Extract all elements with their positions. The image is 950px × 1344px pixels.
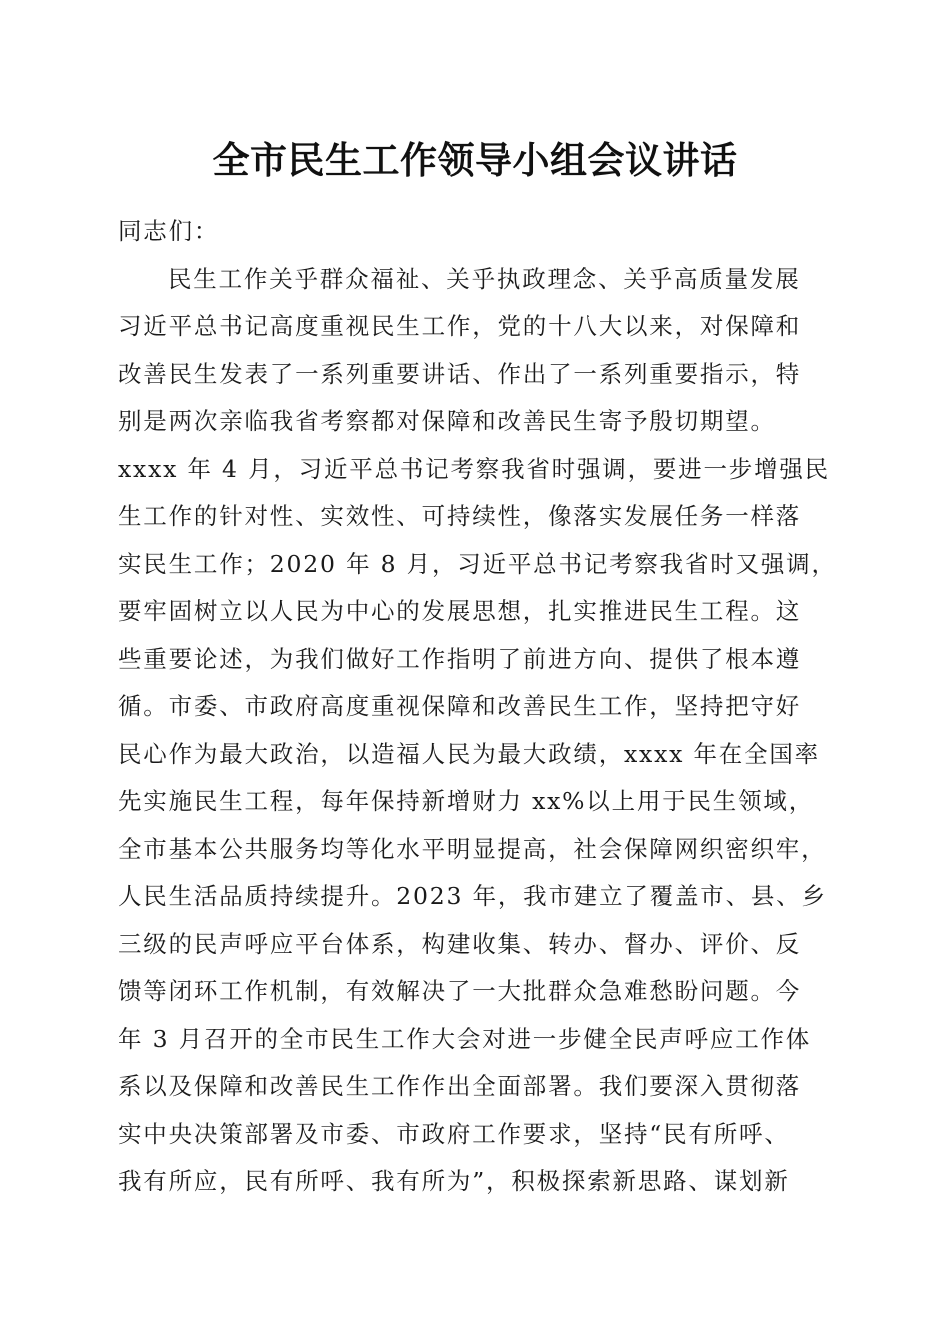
paragraph-line: 馈等闭环工作机制，有效解决了一大批群众急难愁盼问题。今 — [118, 977, 802, 1005]
paragraph-line: 人民生活品质持续提升。2023 年，我市建立了覆盖市、县、乡 — [118, 882, 827, 910]
paragraph-line: 先实施民生工程，每年保持新增财力 xx%以上用于民生领域， — [118, 787, 815, 815]
paragraph-line: 年 3 月召开的全市民生工作大会对进一步健全民声呼应工作体 — [118, 1024, 812, 1053]
paragraph-line: 实民生工作；2020 年 8 月，习近平总书记考察我省时又强调， — [118, 549, 837, 578]
paragraph-line: 别是两次亲临我省考察都对保障和改善民生寄予殷切期望。 — [118, 407, 776, 435]
paragraph-line: xxxx 年 4 月，习近平总书记考察我省时强调，要进一步增强民 — [118, 454, 830, 483]
paragraph-line: 习近平总书记高度重视民生工作，党的十八大以来，对保障和 — [118, 312, 802, 340]
paragraph-line: 民心作为最大政治，以造福人民为最大政绩，xxxx 年在全国率 — [118, 739, 820, 768]
document-title: 全市民生工作领导小组会议讲话 — [212, 138, 738, 182]
paragraph-line: 改善民生发表了一系列重要讲话、作出了一系列重要指示，特 — [118, 359, 802, 388]
document-body — [118, 208, 838, 1206]
salutation: 同志们： — [118, 217, 220, 245]
paragraph-line: 民生工作关乎群众福祉、关乎执政理念、关乎高质量发展 — [168, 264, 801, 293]
paragraph-line: 循。市委、市政府高度重视保障和改善民生工作，坚持把守好 — [118, 692, 802, 720]
paragraph-line: 生工作的针对性、实效性、可持续性，像落实发展任务一样落 — [118, 502, 802, 530]
paragraph-line: 实中央决策部署及市委、市政府工作要求，坚持“民有所呼、 — [118, 1119, 790, 1148]
paragraph-line: 些重要论述，为我们做好工作指明了前进方向、提供了根本遵 — [118, 644, 802, 673]
paragraph-line: 全市基本公共服务均等化水平明显提高，社会保障网织密织牢， — [118, 834, 827, 863]
paragraph-line: 我有所应，民有所呼、我有所为”，积极探索新思路、谋划新 — [118, 1167, 790, 1195]
paragraph-line: 三级的民声呼应平台体系，构建收集、转办、督办、评价、反 — [118, 929, 802, 958]
paragraph-line: 系以及保障和改善民生工作作出全面部署。我们要深入贯彻落 — [118, 1072, 802, 1100]
paragraph-line: 要牢固树立以人民为中心的发展思想，扎实推进民生工程。这 — [118, 597, 802, 625]
